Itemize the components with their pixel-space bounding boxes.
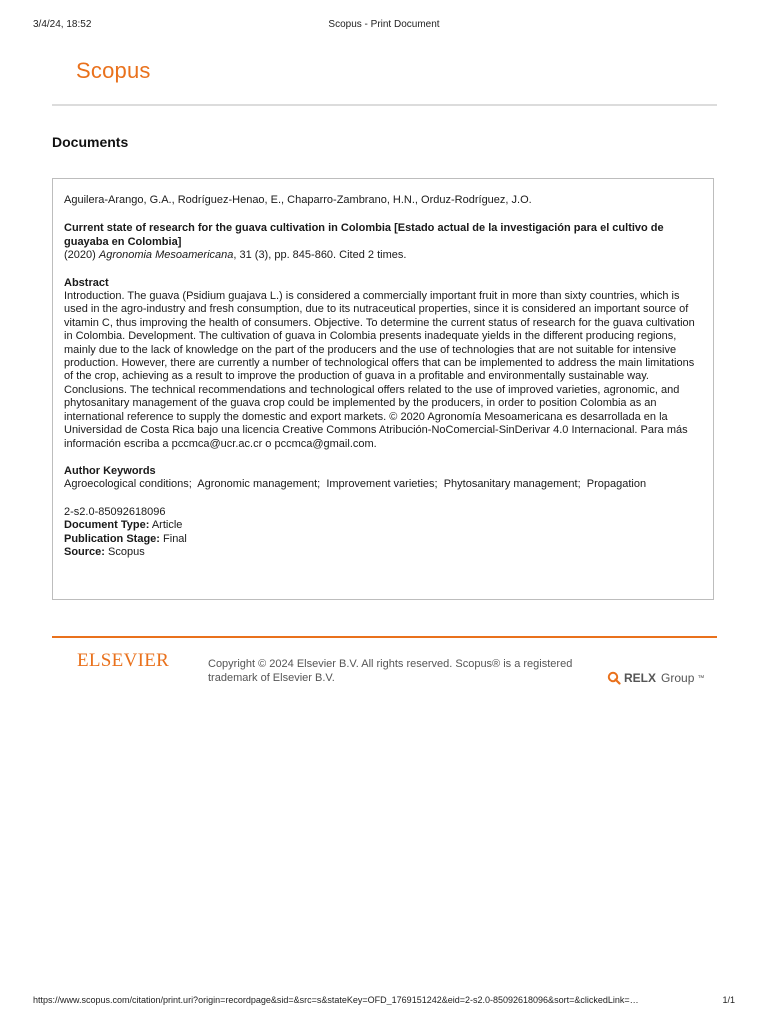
author-keywords: Agroecological conditions; Agronomic management; Improvement varieties; Phytosanitary management; Propagation xyxy=(64,478,647,491)
print-datetime: 3/4/24, 18:52 xyxy=(33,19,92,30)
scopus-logo[interactable]: Scopus xyxy=(76,58,151,83)
publication-stage-label: Publication Stage: xyxy=(64,532,160,545)
citation-details: , 31 (3), pp. 845-860. Cited 2 times. xyxy=(233,249,407,262)
source-value: Scopus xyxy=(108,545,145,558)
source-line xyxy=(64,546,702,559)
relx-group-logo[interactable] xyxy=(607,669,704,687)
print-header xyxy=(33,19,735,33)
source-label: Source: xyxy=(64,545,105,558)
print-footer xyxy=(33,995,735,1009)
relx-group-text: Group xyxy=(661,671,695,685)
publication-stage-value: Final xyxy=(163,532,187,545)
citation-journal: Agronomia Mesoamericana xyxy=(98,249,234,262)
citation-year: (2020) xyxy=(64,249,96,262)
print-page-title: Scopus - Print Document xyxy=(328,19,440,30)
document-title: Current state of research for the guava cultivation in Colombia [Estado actual de la investigación para el cultivo de guayaba en Colombia] xyxy=(64,222,664,248)
page-number: 1/1 xyxy=(722,995,735,1005)
print-url: https://www.scopus.com/citation/print.uri?origin=recordpage&sid=&src=s&stateKey=OFD_1769151242&eid=2-s2.0-85092618096&sort=&clickedLink=… xyxy=(33,995,639,1005)
relx-trademark: ™ xyxy=(697,674,705,682)
header-divider xyxy=(52,104,717,106)
document-type-line xyxy=(64,519,702,532)
publication-stage-line xyxy=(64,533,702,546)
document-eid: 2-s2.0-85092618096 xyxy=(64,505,166,518)
document-type-value: Article xyxy=(151,519,183,532)
relx-name: RELX xyxy=(624,671,657,685)
document-authors: Aguilera-Arango, G.A., Rodríguez-Henao, E., Chaparro-Zambrano, H.N., Orduz-Rodríguez, J.O. xyxy=(64,194,532,206)
relx-mark-icon xyxy=(607,671,621,685)
document-citation xyxy=(64,249,702,262)
document-record xyxy=(52,178,714,600)
keywords-heading: Author Keywords xyxy=(64,464,156,477)
abstract-heading: Abstract xyxy=(64,276,109,289)
document-type-label: Document Type: xyxy=(64,519,150,532)
abstract-text: Introduction. The guava (Psidium guajava L.) is considered a commercially important fruit in more than sixty countries, which is used in the agro-industry and fresh consumption, due to its nutraceutical properties, since it is considered an important source of vitamin C, thus improving the health of consumers. Objective. To determine the current status of research for the guava cultivation in Colombia. Development. The cultivation of guava in Colombia presents inadequate yields in the different producing regions, mainly due to the lack of knowledge on the part of the producers and the use of technologies that are not suitable for intensive production. However, there are currently a number of technological offers that can be implemented to address the main limitations of the crop, achieving as a result to improve the production of guava in a profitable and environmentally sustainable way. Conclusions. The technical recommendations and technological offers related to the use of improved varieties, agronomic, and phytosanitary management of the guava crop could be implemented by the producers, in order to position Colombia as an international reference to supply the domestic and export markets. © 2020 Agronomía Mesoamericana es desarrollada en la Universidad de Costa Rica bajo una licencia Creative Commons Atribución-NoComercial-SinDerivar 4.0 Internacional. Para más información escriba a pccmca@ucr.ac.cr o pccmca@gmail.com. xyxy=(64,290,695,450)
copyright-notice: Copyright © 2024 Elsevier B.V. All rights reserved. Scopus® is a registered trademark of Elsevier B.V. xyxy=(208,658,573,684)
footer-divider xyxy=(52,636,717,638)
elsevier-logo[interactable]: ELSEVIER xyxy=(77,650,170,671)
section-title: Documents xyxy=(52,134,129,150)
